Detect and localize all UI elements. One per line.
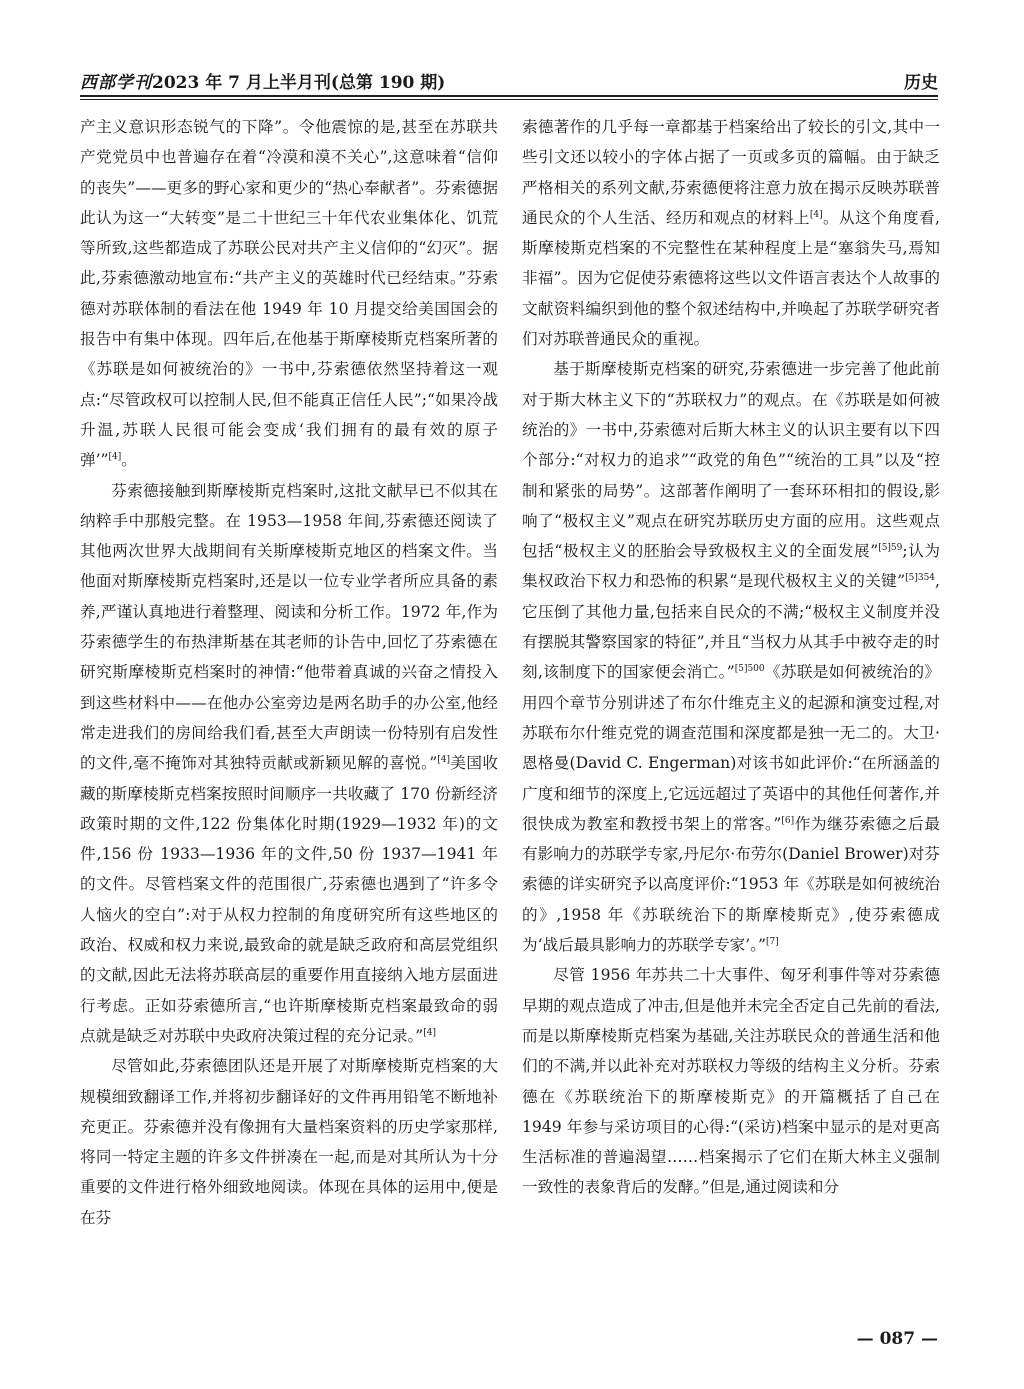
paragraph xyxy=(522,960,940,1202)
paragraph-text: 美国收藏的斯摩棱斯克档案按照时间顺序一共收藏了 170 份新经济政策时期的文件,122 份集体化时期(1929—1932 年)的文件,156 份 1933—1936 年的文件,50 份 1937—1941 年的文件。尽管档案文件的范围很广,芬索德也遇到了“许多令人恼火的空白”:对于从权力控制的角度研究所有这些地区的政治、权威和权力来说,最致命的就是缺乏政府和高层党组织的文献,因此无法将苏联高层的重要作用直接纳入地方层面进行考虑。正如芬索德所言,“也许斯摩棱斯克档案最致命的弱点就是缺乏对苏联中央政府决策过程的充分记录。” xyxy=(80,754,498,1045)
section-label: 历史 xyxy=(904,73,938,93)
paragraph-text: 尽管 1956 年苏共二十大事件、匈牙利事件等对芬索德早期的观点造成了冲击,但是他并未完全否定自己先前的看法,而是以斯摩棱斯克档案为基础,关注苏联民众的普通生活和他们的不满,并以此补充对苏联权力等级的结构主义分析。芬索德在《苏联统治下的斯摩棱斯克》的开篇概括了自己在 1949 年参与采访项目的心得:“(采访)档案中显示的是对更高生活标准的普遍渴望……档案揭示了它们在斯大林主义强制一致性的表象背后的发酵。”但是,通过阅读和分 xyxy=(522,966,940,1197)
paragraph-text: 尽管如此,芬索德团队还是开展了对斯摩棱斯克档案的大规模细致翻译工作,并将初步翻译好的文件再用铅笔不断地补充更正。芬索德并没有像拥有大量档案资料的历史学家那样,将同一特定主题的许多文件拼凑在一起,而是对其所认为十分重要的文件进行格外细致地阅读。体现在具体的运用中,便是在芬 xyxy=(80,1057,498,1227)
citation-ref: [4] xyxy=(437,755,451,766)
running-header xyxy=(80,64,938,100)
page-number: — 087 — xyxy=(856,1329,938,1349)
left-column xyxy=(80,112,498,1233)
citation-ref: [4] xyxy=(423,1027,436,1038)
paragraph-text: 《苏联是如何被统治的》用四个章节分别讲述了布尔什维克主义的起源和演变过程,对苏联布尔什维克党的调查范围和深度都是独一无二的。大卫·恩格曼(David C. Engerman)对该书如此评价:“在所涵盖的广度和细节的深度上,它远远超过了英语中的其他任何著作,并很快成为教室和教授书架上的常客。” xyxy=(522,663,940,833)
issue-info: 2023 年 7 月上半月刊(总第 190 期) xyxy=(152,73,446,93)
citation-ref: [4] xyxy=(108,452,122,463)
header-rule-thick xyxy=(80,95,938,97)
paragraph-text: 产主义意识形态锐气的下降”。令他震惊的是,甚至在苏联共产党党员中也普遍存在着“冷漠和漠不关心”,这意味着“信仰的丧失”——更多的野心家和更少的“热心奉献者”。芬索德据此认为这一“大转变”是二十世纪三十年代农业集体化、饥荒等所致,这些都造成了苏联公民对共产主义信仰的“幻灭”。据此,芬索德激动地宣布:“共产主义的英雄时代已经结束。”芬索德对苏联体制的看法在他 1949 年 10 月提交给美国国会的报告中有集中体现。四年后,在他基于斯摩棱斯克档案所著的《苏联是如何被统治的》一书中,芬索德依然坚持着这一观点:“尽管政权可以控制人民,但不能真正信任人民”;“如果冷战升温,苏联人民很可能会变成‘我们拥有的最有效的原子弹’” xyxy=(80,118,498,470)
paragraph xyxy=(80,1051,498,1233)
right-column xyxy=(522,112,940,1203)
paragraph-text: 。 xyxy=(121,451,137,470)
paragraph-text: 芬索德接触到斯摩棱斯克档案时,这批文献早已不似其在纳粹手中那般完整。在 1953—1958 年间,芬索德还阅读了其他两次世界大战期间有关斯摩棱斯克地区的档案文件。当他面对斯摩棱斯克档案时,还是以一位专业学者所应具备的素养,严谨认真地进行着整理、阅读和分析工作。1972 年,作为芬索德学生的布热津斯基在其老师的讣告中,回忆了芬索德在研究斯摩棱斯克档案时的神情:“他带着真诚的兴奋之情投入到这些材料中——在他办公室旁边是两名助手的办公室,他经常走进我们的房间给我们看,甚至大声朗读一份特别有启发性的文件,毫不掩饰对其独特贡献或新颖见解的喜悦。” xyxy=(80,481,498,773)
paragraph-text: 基于斯摩棱斯克档案的研究,芬索德进一步完善了他此前对于斯大林主义下的“苏联权力”的观点。在《苏联是如何被统治的》一书中,芬索德对后斯大林主义的认识主要有以下四个部分:“对权力的追求”“政党的角色”“统治的工具”以及“控制和紧张的局势”。这部著作阐明了一套环环相扣的假设,影响了“极权主义”观点在研究苏联历史方面的应用。这些观点包括“极权主义的胚胎会导致极权主义的全面发展” xyxy=(522,360,940,561)
header-rule-thin xyxy=(80,99,938,100)
paragraph xyxy=(80,112,498,476)
header-left xyxy=(80,68,445,93)
paragraph xyxy=(522,354,940,960)
paragraph xyxy=(80,476,498,1052)
citation-ref: [5]354 xyxy=(905,573,936,584)
journal-logo: 西部学刊 xyxy=(80,73,152,93)
citation-ref: [7] xyxy=(766,936,779,947)
citation-ref: [4] xyxy=(809,209,823,220)
paragraph-text: 。从这个角度看,斯摩棱斯克档案的不完整性在某种程度上是“塞翁失马,焉知非福”。因为它促使芬索德将这些以文件语言表达个人故事的文献资料编织到他的整个叙述结构中,并唤起了苏联学研究者们对苏联普通民众的重视。 xyxy=(522,208,940,349)
paragraph-text: ;认为集权政治下权力和恐怖的积累“是现代极权主义的关键” xyxy=(522,542,940,591)
paragraph-text: 作为继芬索德之后最有影响力的苏联学专家,丹尼尔·布劳尔(Daniel Brower)对芬索德的详实研究予以高度评价:“1953 年《苏联是如何被统治的》,1958 年《苏联统治下的斯摩棱斯克》,使芬索德成为‘战后最具影响力的苏联学专家’。” xyxy=(522,814,940,955)
citation-ref: [5]500 xyxy=(734,664,765,675)
paragraph-text: 索德著作的几乎每一章都基于档案给出了较长的引文,其中一些引文还以较小的字体占据了一页或多页的篇幅。由于缺乏严格相关的系列文献,芬索德便将注意力放在揭示反映苏联普通民众的个人生活、经历和观点的材料上 xyxy=(522,118,940,227)
citation-ref: [6] xyxy=(781,815,795,826)
paragraph-text: ,它压倒了其他力量,包括来自民众的不满;“极权主义制度并没有摆脱其警察国家的特征”,并且“当权力从其手中被夺走的时刻,该制度下的国家便会消亡。” xyxy=(522,572,940,682)
citation-ref: [5]59 xyxy=(878,542,903,553)
paragraph xyxy=(522,112,940,354)
